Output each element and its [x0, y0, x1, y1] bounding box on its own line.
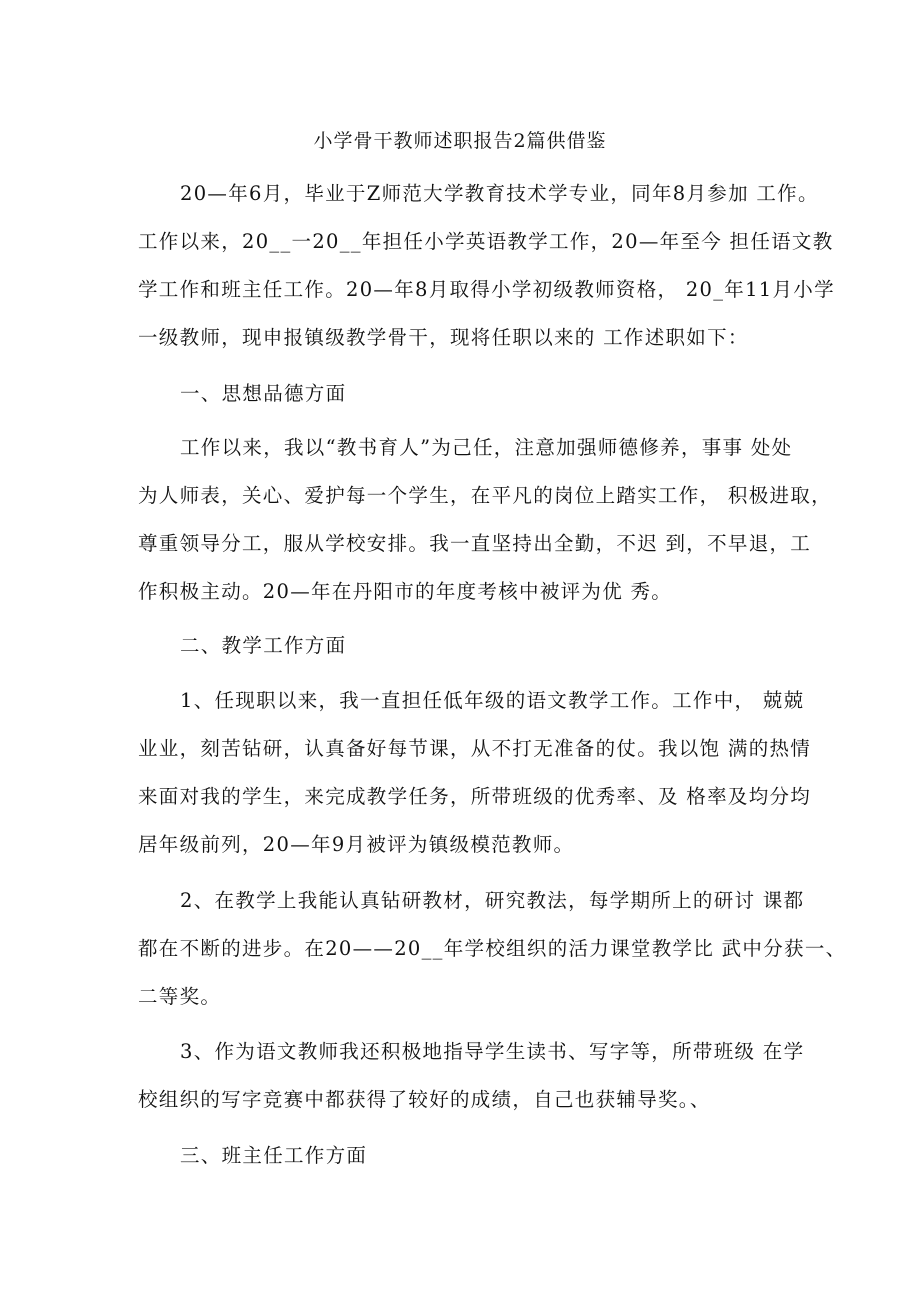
paragraph-line: 学工作和班主任工作。20—年8月取得小学初级教师资格， 20_年11月小学: [138, 278, 835, 301]
document-title: 小学骨干教师述职报告2篇供借鉴: [313, 130, 607, 152]
paragraph-line: 业业，刻苦钻研，认真备好每节课，从不打无准备的仗。我以饱 满的热情: [138, 737, 812, 760]
paragraph-line: 为人师表，关心、爱护每一个学生，在平凡的岗位上踏实工作， 积极进取，: [138, 484, 832, 507]
paragraph-line: 尊重领导分工，服从学校安排。我一直坚持出全勤，不迟 到，不早退，工: [138, 532, 812, 555]
paragraph-line: 工作以来，我以“教书育人”为己任，注意加强师德修养，事事 处处: [180, 436, 793, 459]
paragraph-line: 2、在教学上我能认真钻研教材，研究教法，每学期所上的研讨 课都: [180, 889, 805, 912]
paragraph-line: 都在不断的进步。在20——20__年学校组织的活力课堂教学比 武中分获一、: [138, 937, 847, 960]
paragraph-line: 校组织的写字竞赛中都获得了较好的成绩，自己也获辅导奖。、: [138, 1088, 711, 1111]
paragraph-line: 居年级前列，20—年9月被评为镇级模范教师。: [138, 833, 575, 856]
paragraph-line: 3、作为语文教师我还积极地指导学生读书、写字等，所带班级 在学: [180, 1040, 805, 1063]
paragraph-line: 一级教师，现申报镇级教学骨干，现将任职以来的 工作述职如下：: [138, 326, 749, 349]
section-heading: 二、教学工作方面: [180, 634, 347, 657]
section-heading: 一、思想品德方面: [180, 382, 347, 405]
paragraph-line: 二等奖。: [138, 985, 222, 1008]
paragraph-line: 1、任现职以来，我一直担任低年级的语文教学工作。工作中， 兢兢: [180, 689, 805, 712]
section-heading: 三、班主任工作方面: [180, 1144, 368, 1167]
paragraph-line: 工作以来，20__一20__年担任小学英语教学工作，20—年至今 担任语文教: [138, 230, 834, 253]
paragraph-line: 来面对我的学生，来完成教学任务，所带班级的优秀率、及 格率及均分均: [138, 785, 812, 808]
paragraph-line: 20—年6月，毕业于Z师范大学教育技术学专业，同年8月参加 工作。: [180, 182, 819, 205]
paragraph-line: 作积极主动。20—年在丹阳市的年度考核中被评为优 秀。: [138, 580, 673, 603]
